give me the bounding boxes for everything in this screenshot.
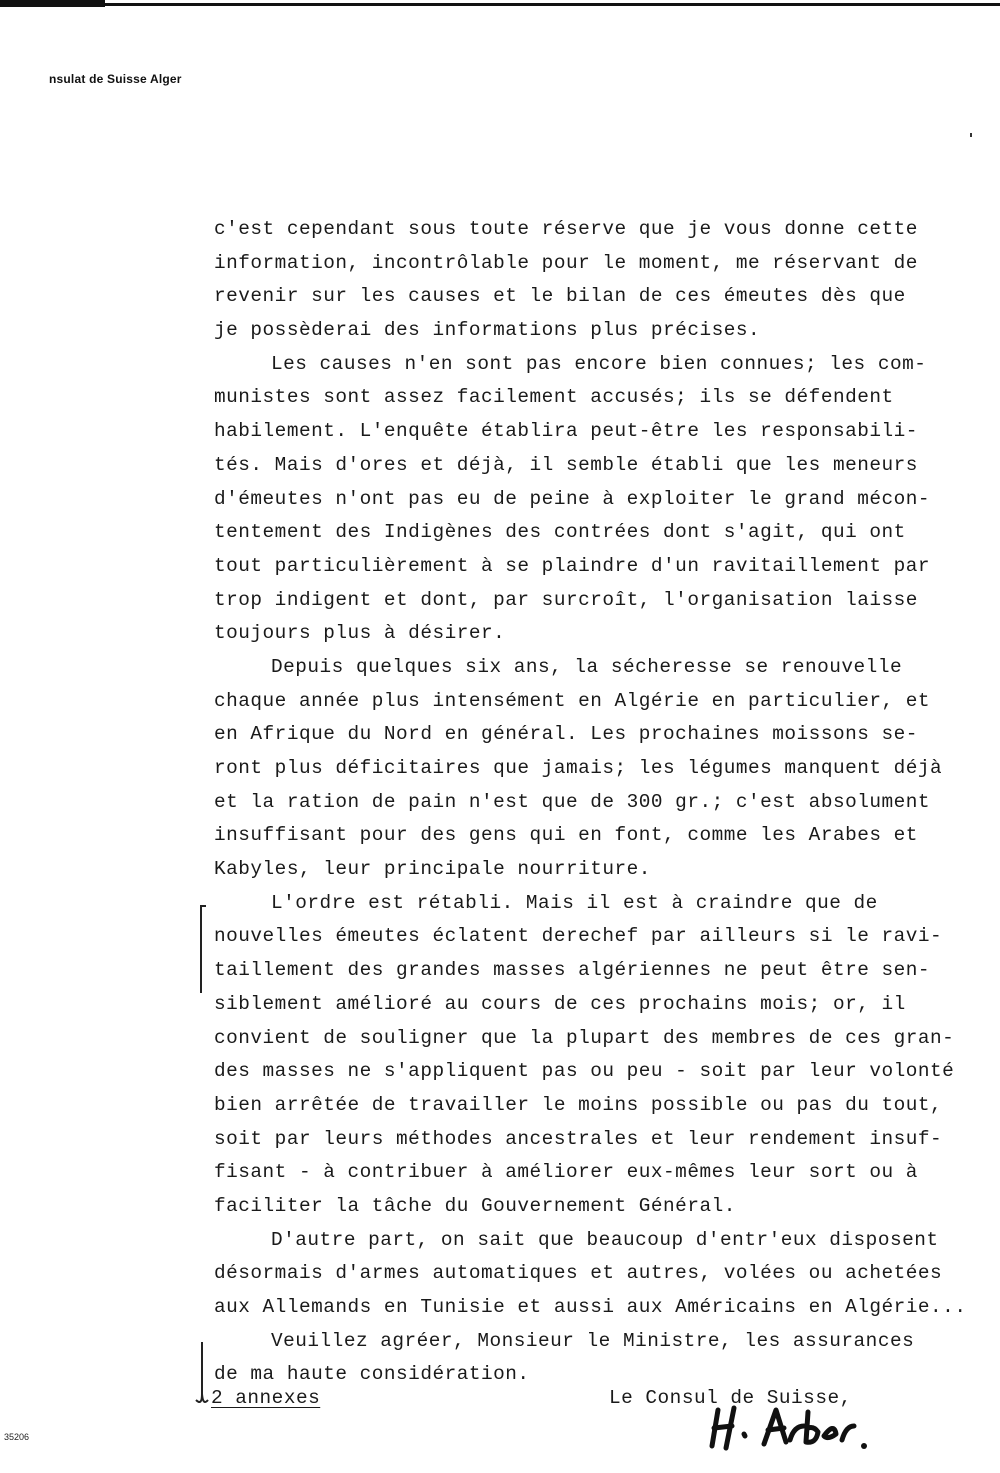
- archive-number: 35206: [4, 1432, 30, 1442]
- body-line: et la ration de pain n'est que de 300 gr.; c'est absolument: [214, 790, 931, 813]
- body-line: des masses ne s'appliquent pas ou peu - soit par leur volonté: [214, 1060, 955, 1083]
- body-line: fisant - à contribuer à améliorer eux-mêmes leur sort ou à: [214, 1161, 918, 1184]
- handwritten-signature: [704, 1396, 872, 1456]
- body-line: c'est cependant sous toute réserve que je vous donne cette: [214, 218, 918, 240]
- body-line: tout particulièrement à se plaindre d'un ravitaillement par: [214, 554, 931, 577]
- body-line: ront plus déficitaires que jamais; les légumes manquent déjà: [214, 757, 943, 779]
- body-line: siblement amélioré au cours de ces prochains mois; or, il: [214, 992, 906, 1015]
- body-line: insuffisant pour des gens qui en font, comme les Arabes et: [214, 824, 918, 847]
- body-line: aux Allemands en Tunisie et aussi aux Américains en Algérie...: [214, 1296, 967, 1318]
- body-line: je possèderai des informations plus précises.: [214, 319, 761, 342]
- body-line: désormais d'armes automatiques et autres, volées ou achetées: [214, 1262, 943, 1285]
- body-line: nouvelles émeutes éclatent derechef par ailleurs si le ravi-: [214, 925, 943, 948]
- letterhead: nsulat de Suisse Alger: [49, 72, 182, 86]
- body-line: toujours plus à désirer.: [214, 622, 506, 645]
- body-line: trop indigent et dont, par surcroît, l'organisation laisse: [214, 588, 918, 611]
- consul-closing: Le Consul de Suisse,: [609, 1387, 852, 1409]
- top-border-thick: [0, 0, 105, 7]
- body-line: D'autre part, on sait que beaucoup d'entr'eux disposent: [271, 1228, 939, 1251]
- body-line: tentement des Indigènes des contrées dont s'agit, qui ont: [214, 521, 906, 544]
- body-line: soit par leurs méthodes ancestrales et leur rendement insuf-: [214, 1127, 943, 1150]
- body-line: d'émeutes n'ont pas eu de peine à exploiter le grand mécon-: [214, 487, 931, 510]
- body-line: en Afrique du Nord en général. Les prochaines moissons se-: [214, 723, 918, 746]
- body-line: convient de souligner que la plupart des membres de ces gran-: [214, 1026, 955, 1049]
- margin-annotation-hook: [195, 1342, 209, 1408]
- body-line: faciliter la tâche du Gouvernement Général.: [214, 1194, 736, 1217]
- body-line: information, incontrôlable pour le moment, me réservant de: [214, 251, 918, 274]
- letter-body: [214, 213, 984, 1392]
- body-line: bien arrêtée de travailler le moins possible ou pas du tout,: [214, 1093, 943, 1116]
- annexes-note: 2 annexes: [211, 1387, 321, 1409]
- body-line: tés. Mais d'ores et déjà, il semble établi que les meneurs: [214, 453, 918, 476]
- body-line: revenir sur les causes et le bilan de ces émeutes dès que: [214, 285, 906, 308]
- body-line: habilement. L'enquête établira peut-être les responsabili-: [214, 420, 918, 443]
- body-line: Veuillez agréer, Monsieur le Ministre, les assurances: [271, 1329, 915, 1352]
- body-line: L'ordre est rétabli. Mais il est à craindre que de: [271, 891, 878, 914]
- margin-annotation-bracket: [200, 905, 202, 993]
- scan-speck: [970, 133, 972, 137]
- body-line: Les causes n'en sont pas encore bien connues; les com-: [271, 352, 927, 375]
- top-border-rule: [0, 0, 1000, 9]
- body-line: Kabyles, leur principale nourriture.: [214, 858, 651, 881]
- body-line: chaque année plus intensément en Algérie en particulier, et: [214, 689, 931, 712]
- top-border-thin: [105, 3, 1000, 6]
- body-line: munistes sont assez facilement accusés; ils se défendent: [214, 386, 894, 409]
- body-line: Depuis quelques six ans, la sécheresse se renouvelle: [271, 655, 903, 678]
- body-line: taillement des grandes masses algériennes ne peut être sen-: [214, 959, 931, 982]
- body-line: de ma haute considération.: [214, 1363, 530, 1386]
